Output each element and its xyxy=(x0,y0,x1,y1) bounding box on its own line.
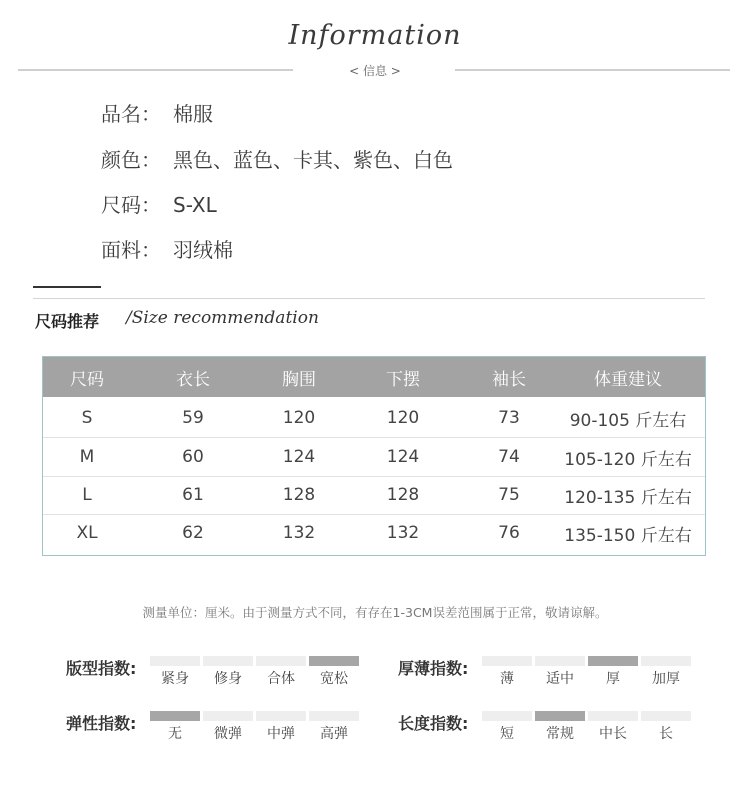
info-row-fabric xyxy=(101,234,233,263)
elasticity-index-option: 高弹 xyxy=(320,726,348,742)
length-index-segment xyxy=(535,711,585,721)
table-cell: 62 xyxy=(182,523,204,543)
table-cell: 120-135 斤左右 xyxy=(564,487,692,508)
length-index-label: 长度指数: xyxy=(398,714,469,733)
size-table xyxy=(42,356,706,556)
table-cell: 135-150 斤左右 xyxy=(564,525,692,546)
table-cell: 75 xyxy=(498,485,520,505)
fit-index-option: 紧身 xyxy=(161,671,189,687)
fit-index-option: 修身 xyxy=(214,671,242,687)
info-label: 面料： xyxy=(101,238,161,262)
table-header-cell: 袖长 xyxy=(492,369,526,390)
info-value: 黑色、蓝色、卡其、紫色、白色 xyxy=(173,148,453,172)
length-index-option: 短 xyxy=(500,726,514,742)
length-index-segment xyxy=(482,711,532,721)
elasticity-index-segment xyxy=(150,711,200,721)
thickness-index-segment xyxy=(482,656,532,666)
header-title: Information xyxy=(288,20,462,51)
fit-index-option: 合体 xyxy=(267,671,295,687)
length-index-option: 长 xyxy=(659,726,673,742)
table-cell: 124 xyxy=(386,447,420,467)
table-cell: 60 xyxy=(182,447,204,467)
table-cell: 74 xyxy=(498,447,520,467)
table-cell: 128 xyxy=(282,485,316,505)
info-row-name xyxy=(101,98,213,127)
table-header-cell: 尺码 xyxy=(70,369,104,390)
thickness-index-option: 加厚 xyxy=(652,671,680,687)
info-label: 品名： xyxy=(101,102,161,126)
fit-index-segment xyxy=(203,656,253,666)
info-row-color xyxy=(101,144,453,173)
fit-index-segment xyxy=(256,656,306,666)
table-row xyxy=(43,476,705,514)
length-index-segment xyxy=(588,711,638,721)
elasticity-index-segment xyxy=(256,711,306,721)
table-header-cell: 下摆 xyxy=(386,369,420,390)
elasticity-index-segment xyxy=(203,711,253,721)
info-value: S-XL xyxy=(173,193,217,217)
table-cell: 132 xyxy=(282,523,316,543)
info-label: 颜色： xyxy=(101,148,161,172)
fit-index-segment xyxy=(150,656,200,666)
fit-index-option: 宽松 xyxy=(320,671,348,687)
table-row xyxy=(43,399,705,437)
thickness-index-segment xyxy=(588,656,638,666)
elasticity-index-option: 中弹 xyxy=(267,726,295,742)
table-cell: 120 xyxy=(282,408,316,428)
info-value: 棉服 xyxy=(173,102,213,126)
header-subtitle: < 信息 > xyxy=(349,64,401,78)
thickness-index-option: 薄 xyxy=(500,671,514,687)
table-cell: 132 xyxy=(386,523,420,543)
table-cell: M xyxy=(79,447,95,467)
table-cell: 105-120 斤左右 xyxy=(564,449,692,470)
thickness-index-segment xyxy=(641,656,691,666)
table-cell: XL xyxy=(76,523,98,543)
info-label: 尺码： xyxy=(101,193,161,217)
table-cell: 124 xyxy=(282,447,316,467)
table-header-cell: 体重建议 xyxy=(594,369,662,390)
table-cell: L xyxy=(82,485,92,505)
fit-index-label: 版型指数: xyxy=(66,659,137,678)
elasticity-index-option: 微弹 xyxy=(214,726,242,742)
table-cell: 73 xyxy=(498,408,520,428)
section-accent-bar xyxy=(33,286,101,288)
section-subtitle: /Size recommendation xyxy=(126,308,319,328)
length-index-option: 常规 xyxy=(546,726,574,742)
thickness-index-label: 厚薄指数: xyxy=(398,659,469,678)
table-cell: 120 xyxy=(386,408,420,428)
thickness-index-option: 厚 xyxy=(606,671,620,687)
table-header-row xyxy=(43,357,705,397)
table-header-cell: 胸围 xyxy=(282,369,316,390)
length-index-segment xyxy=(641,711,691,721)
info-row-size xyxy=(101,189,217,218)
table-row xyxy=(43,514,705,552)
fit-index-segment xyxy=(309,656,359,666)
table-cell: 76 xyxy=(498,523,520,543)
table-cell: 128 xyxy=(386,485,420,505)
elasticity-index-segment xyxy=(309,711,359,721)
section-divider xyxy=(33,298,705,299)
table-cell: 61 xyxy=(182,485,204,505)
thickness-index-option: 适中 xyxy=(546,671,574,687)
measurement-note: 测量单位：厘米。由于测量方式不同，有存在1-3CM误差范围属于正常，敬请谅解。 xyxy=(142,605,608,620)
table-cell: S xyxy=(81,408,93,428)
section-title: 尺码推荐 xyxy=(35,312,100,331)
length-index-option: 中长 xyxy=(599,726,627,742)
table-row xyxy=(43,438,705,476)
elasticity-index-option: 无 xyxy=(168,726,182,742)
table-cell: 59 xyxy=(182,408,204,428)
table-header-cell: 衣长 xyxy=(176,369,210,390)
elasticity-index-label: 弹性指数: xyxy=(66,714,137,733)
info-value: 羽绒棉 xyxy=(173,238,233,262)
thickness-index-segment xyxy=(535,656,585,666)
table-cell: 90-105 斤左右 xyxy=(569,410,687,431)
